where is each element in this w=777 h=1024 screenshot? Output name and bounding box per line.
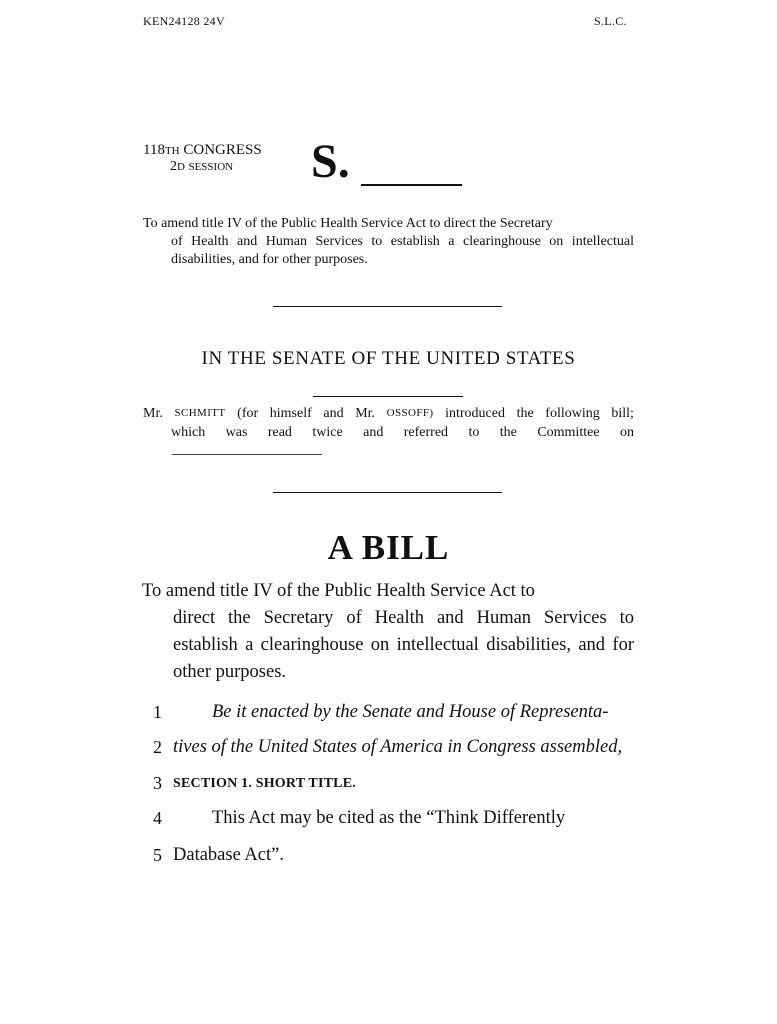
cosponsor-name: OSSOFF) [386,407,434,419]
long-title [142,578,634,686]
congress-number [143,142,262,160]
intro-word: Committee [537,425,600,440]
bill-heading: A BILL [327,528,450,567]
intro-word: introduced [445,406,505,421]
divider [313,396,463,397]
line-number: 4 [153,808,162,828]
session-word: SESSION [188,161,234,173]
intro-word: and [363,425,384,440]
divider [273,492,502,493]
intro-word: twice [312,425,343,440]
intro-word: read [267,425,292,440]
line-number: 5 [153,845,162,865]
chamber-heading: IN THE SENATE OF THE UNITED STATES [201,348,576,369]
short-purpose [143,215,634,269]
short-purpose-first: To amend title IV of the Public Health Service Act to direct the Secretary [143,216,553,231]
long-title-first: To amend title IV of the Public Health Service Act to [142,581,535,601]
session-label [170,159,233,175]
bill-number-blank [361,184,462,186]
intro-word: to [468,425,480,440]
section-text: This Act may be cited as the “Think Differently [212,808,566,828]
introduction-line-1 [143,404,634,423]
intro-word: referred [403,425,449,440]
intro-word: following [545,406,600,421]
committee-blank [172,454,322,455]
section-text: Database Act”. [173,845,284,865]
intro-word: Mr. [143,406,163,421]
intro-word: bill; [611,406,634,421]
long-title-rest: direct the Secretary of Health and Human Services to establish a clearinghouse on intellectual disabilities, and for other purposes. [173,608,634,682]
congress-word: CONGRESS [183,142,262,158]
introduction-line-2 [143,423,634,442]
office-code: S.L.C. [594,14,627,28]
enacting-clause: Be it enacted by the Senate and House of Representa- [212,702,609,722]
intro-word: the [499,425,517,440]
intro-word: and [323,406,344,421]
intro-word: Mr. [355,406,376,421]
intro-word: (for [237,406,259,421]
enacting-clause: tives of the United States of America in Congress assembled, [173,737,623,757]
divider [273,306,502,307]
document-code: KEN24128 24V [143,14,225,28]
line-number: 3 [153,773,162,793]
intro-word: was [225,425,248,440]
intro-word: which [171,425,206,440]
intro-word: himself [269,406,312,421]
session-number: 2 [170,159,177,174]
short-purpose-rest: of Health and Human Services to establish a clearinghouse on intellectual disabilities, and for other purposes. [171,234,634,267]
congress-number-value: 118 [143,142,165,158]
section-heading: SECTION 1. SHORT TITLE. [173,776,356,791]
congress-number-suffix: TH [164,145,180,157]
intro-word: on [619,425,634,440]
line-number: 1 [153,702,162,722]
sponsor-name: SCHMITT [174,407,226,419]
introduction-statement [143,404,634,442]
intro-word: the [516,406,534,421]
line-number: 2 [153,737,162,757]
session-suffix: D [177,161,185,173]
bill-prefix: S. [311,135,350,188]
